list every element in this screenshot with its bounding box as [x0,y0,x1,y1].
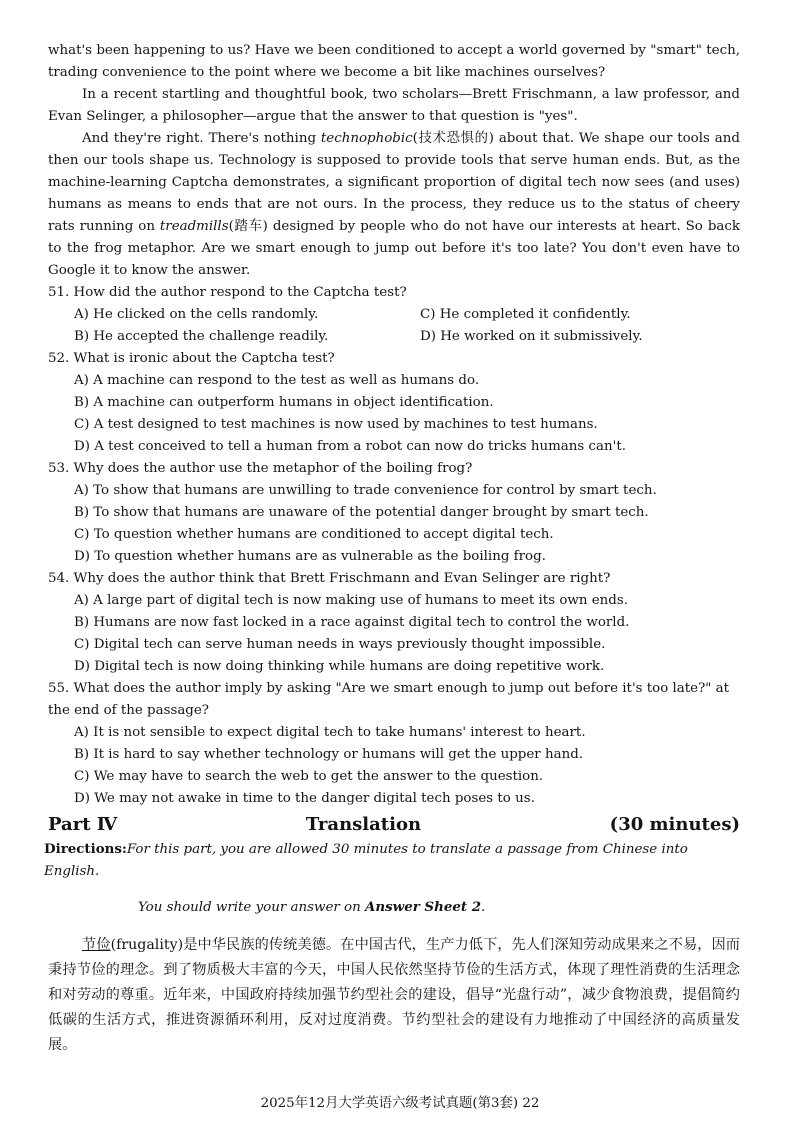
question-55-stem: 55. What does the author imply by asking "Are we smart enough to jump out before it's too late?" at the end of the passage? [48,681,730,718]
question-55-option-d[interactable]: D) We may not awake in time to the danger digital tech poses to us. [74,791,535,806]
question-51-stem: 51. How did the author respond to the Captcha test? [48,285,407,300]
question-52-option-d[interactable]: D) A test conceived to tell a human from a robot can now do tricks humans can't. [74,439,626,454]
part-4-heading [48,812,740,838]
question-54-option-c[interactable]: C) Digital tech can serve human needs in ways previously thought impossible. [74,637,606,652]
passage-paragraph-2: In a recent startling and thoughtful book, two scholars—Brett Frischmann, a law professor, and Evan Selinger, a philosopher—argue that the answer to that question is "yes". [48,87,740,124]
passage-paragraph-3 [48,128,740,282]
question-53-option-b[interactable]: B) To show that humans are unaware of the potential danger brought by smart tech. [74,505,649,520]
question-54-stem: 54. Why does the author think that Brett Frischmann and Evan Selinger are right? [48,571,611,586]
term-technophobic: technophobic [320,131,413,146]
question-55-option-b[interactable]: B) It is hard to say whether technology or humans will get the upper hand. [74,747,584,762]
directions-label: Directions: [44,841,127,857]
translation-term: 节俭 [82,936,111,953]
question-54-option-d[interactable]: D) Digital tech is now doing thinking while humans are doing repetitive work. [74,659,605,674]
question-53-option-c[interactable]: C) To question whether humans are conditioned to accept digital tech. [74,527,554,542]
question-51-options-row-2 [48,326,740,348]
question-54-option-b[interactable]: B) Humans are now fast locked in a race against digital tech to control the world. [74,615,630,630]
passage-p3-part-a: And they're right. There's nothing [82,131,321,146]
question-53-option-a[interactable]: A) To show that humans are unwilling to trade convenience for control by smart tech. [74,483,657,498]
part-4-directions [44,838,740,883]
question-51-options-row-1 [48,304,740,326]
answer-sheet-reference: Answer Sheet 2 [365,899,482,916]
directions-end: . [481,900,486,916]
passage-paragraph-1: what's been happening to us? Have we been conditioned to accept a world governed by "smart" tech, trading convenience to the point where we become a bit like machines ourselves? [48,43,740,80]
part-4-time: (30 minutes) [609,814,740,835]
term-treadmills: treadmills [159,219,229,234]
passage-p3-part-c: (踏车) designed by people who do not have our interests at heart. So back to the frog metaphor. Are we smart enough to jump out before it's too late? You don't even have to Google it to know the answer. [48,219,740,278]
translation-text: (frugality)是中华民族的传统美德。在中国古代，生产力低下，先人们深知劳动成果来之不易，因而秉持节俭的理念。到了物质极大丰富的今天，中国人民依然坚持节俭的生活方式，体现了理性消费的生活理念和对劳动的尊重。近年来，中国政府持续加强节约型社会的建设，倡导“光盘行动”，减少食物浪费，提倡简约低碳的生活方式，推进资源循环利用，反对过度消费。节约型社会的建设有力地推动了中国经济的高质量发展。 [48,936,740,1053]
part-4-label: Part Ⅳ [48,814,118,835]
question-51-option-a[interactable]: A) He clicked on the cells randomly. [74,307,319,322]
question-54-option-a[interactable]: A) A large part of digital tech is now making use of humans to meet its own ends. [74,593,628,608]
question-53-option-d[interactable]: D) To question whether humans are as vulnerable as the boiling frog. [74,549,546,564]
question-55-option-c[interactable]: C) We may have to search the web to get the answer to the question. [74,769,544,784]
page-footer: 2025年12月大学英语六级考试真题(第3套) 22 [260,1096,540,1111]
translation-passage [48,933,740,1058]
exam-page [44,40,740,1058]
question-52-option-b[interactable]: B) A machine can outperform humans in object identification. [74,395,494,410]
question-51-option-d[interactable]: D) He worked on it submissively. [420,329,643,344]
part-4-title: Translation [305,814,422,835]
question-52-option-a[interactable]: A) A machine can respond to the test as well as humans do. [74,373,480,388]
question-52-stem: 52. What is ironic about the Captcha test? [48,351,335,366]
question-53-stem: 53. Why does the author use the metaphor of the boiling frog? [48,461,473,476]
directions-text: For this part, you are allowed 30 minutes to translate a passage from Chinese into English. [44,842,688,879]
question-51-option-c[interactable]: C) He completed it confidently. [420,307,631,322]
question-55-option-a[interactable]: A) It is not sensible to expect digital tech to take humans' interest to heart. [74,725,586,740]
directions-text-2: You should write your answer on [138,900,365,916]
part-4-directions-line-2 [48,896,740,919]
passage-p3-part-b: (技术恐惧的) about that. We shape our tools and then our tools shape us. Technology is supposed to provide tools that serve human ends. But, as the machine-learning Captcha demonstrates, a significant proportion of digital tech now sees (and uses) humans as means to ends that are not ours. In the process, they reduce us to the status of cheery rats running on [48,131,740,234]
question-52-option-c[interactable]: C) A test designed to test machines is now used by machines to test humans. [74,417,598,432]
question-51-option-b[interactable]: B) He accepted the challenge readily. [74,329,329,344]
